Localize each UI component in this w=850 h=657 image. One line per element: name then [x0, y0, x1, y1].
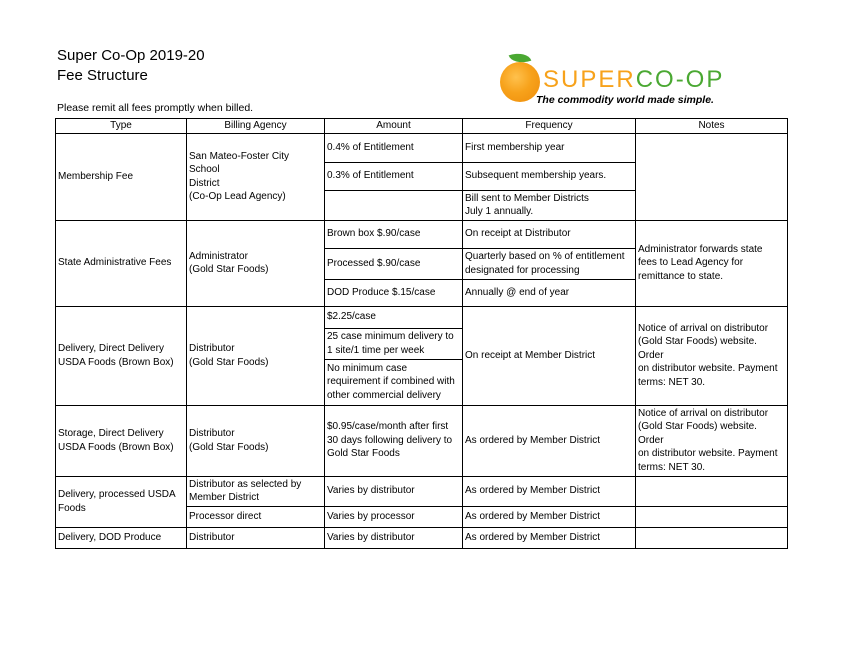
amount-cell: 0.3% of Entitlement	[325, 162, 463, 190]
notes-line: fees to Lead Agency for	[638, 257, 744, 269]
orange-icon	[500, 62, 540, 102]
notes-line: (Gold Star Foods) website. Order	[638, 421, 757, 446]
type-line: USDA Foods (Brown Box)	[58, 441, 174, 453]
notes-line: on distributor website. Payment	[638, 448, 778, 460]
type-cell	[56, 306, 187, 405]
amount-line: other commercial delivery	[327, 389, 441, 401]
notes-cell	[636, 506, 788, 527]
table-row	[56, 133, 788, 162]
column-header-billing-agency: Billing Agency	[187, 119, 325, 134]
agency-line: Distributor	[189, 343, 235, 354]
logo-wordmark-super: SUPER	[543, 66, 636, 93]
billing-agency-cell	[187, 220, 325, 306]
frequency-cell: First membership year	[463, 133, 636, 162]
notes-line: terms: NET 30.	[638, 461, 706, 473]
amount-line: No minimum case	[327, 362, 408, 374]
agency-line: San Mateo-Foster City School	[189, 150, 290, 175]
amount-cell	[325, 190, 463, 220]
agency-line: (Gold Star Foods)	[189, 264, 269, 275]
notes-cell	[636, 220, 788, 306]
frequency-line: Bill sent to Member Districts	[465, 192, 589, 204]
amount-cell	[325, 405, 463, 476]
type-cell: State Administrative Fees	[56, 220, 187, 306]
fee-table	[55, 118, 788, 549]
billing-agency-cell: Distributor	[187, 527, 325, 548]
notes-line: Notice of arrival on distributor	[638, 322, 769, 334]
table-row	[56, 220, 788, 248]
column-header-type: Type	[56, 119, 187, 134]
amount-cell: $2.25/case	[325, 306, 463, 328]
type-line: Storage, Direct Delivery	[58, 428, 164, 439]
logo-wordmark	[543, 67, 724, 93]
column-header-notes: Notes	[636, 119, 788, 134]
amount-cell: Processed $.90/case	[325, 248, 463, 279]
amount-cell: Varies by processor	[325, 506, 463, 527]
notes-cell	[636, 476, 788, 506]
table-row	[56, 527, 788, 548]
amount-line: 1 site/1 time per week	[327, 344, 425, 356]
type-line: Delivery, processed USDA	[58, 489, 176, 500]
notes-line: (Gold Star Foods) website. Order	[638, 336, 757, 361]
type-cell	[56, 476, 187, 527]
document-title: Super Co-Op 2019-20	[57, 47, 205, 64]
notes-cell	[636, 405, 788, 476]
frequency-cell: As ordered by Member District	[463, 506, 636, 527]
frequency-line: July 1 annually.	[465, 206, 534, 217]
frequency-line: designated for processing	[465, 264, 580, 276]
notes-line: remittance to state.	[638, 270, 724, 282]
frequency-cell: On receipt at Distributor	[463, 220, 636, 248]
amount-cell	[325, 328, 463, 359]
notes-cell	[636, 527, 788, 548]
frequency-cell	[463, 248, 636, 279]
notes-line: terms: NET 30.	[638, 376, 706, 388]
logo-wordmark-coop: CO-OP	[635, 66, 725, 93]
frequency-cell: Subsequent membership years.	[463, 162, 636, 190]
agency-line: (Gold Star Foods)	[189, 441, 269, 453]
agency-line: Administrator	[189, 250, 248, 262]
type-line: USDA Foods (Brown Box)	[58, 356, 174, 368]
frequency-cell: As ordered by Member District	[463, 405, 636, 476]
amount-line: Gold Star Foods	[327, 448, 400, 460]
notes-line: Notice of arrival on distributor	[638, 407, 769, 419]
amount-cell	[325, 359, 463, 405]
frequency-cell: As ordered by Member District	[463, 527, 636, 548]
super-coop-logo	[498, 50, 758, 110]
notes-cell	[636, 133, 788, 220]
column-header-amount: Amount	[325, 119, 463, 134]
type-line: Delivery, Direct Delivery	[58, 343, 164, 354]
billing-agency-cell	[187, 405, 325, 476]
frequency-cell	[463, 190, 636, 220]
notes-line: Administrator forwards state	[638, 243, 763, 255]
billing-agency-cell	[187, 133, 325, 220]
logo-tagline: The commodity world made simple.	[536, 94, 714, 106]
column-header-frequency: Frequency	[463, 119, 636, 134]
type-line: Foods	[58, 502, 86, 514]
amount-cell: Brown box $.90/case	[325, 220, 463, 248]
frequency-cell: On receipt at Member District	[463, 306, 636, 405]
remit-note: Please remit all fees promptly when billed.	[57, 102, 254, 114]
table-row	[56, 476, 788, 506]
amount-line: 30 days following delivery to	[327, 434, 453, 446]
agency-line: Distributor as selected by	[189, 478, 302, 490]
frequency-cell: As ordered by Member District	[463, 476, 636, 506]
amount-line: 25 case minimum delivery to	[327, 331, 454, 342]
table-row	[56, 306, 788, 328]
type-cell: Membership Fee	[56, 133, 187, 220]
billing-agency-cell	[187, 306, 325, 405]
table-row	[56, 405, 788, 476]
agency-line: Distributor	[189, 428, 235, 439]
document-title-block	[57, 46, 205, 86]
table-header-row	[56, 119, 788, 134]
billing-agency-cell: Processor direct	[187, 506, 325, 527]
agency-line: (Gold Star Foods)	[189, 356, 269, 368]
notes-cell	[636, 306, 788, 405]
agency-line: (Co-Op Lead Agency)	[189, 191, 286, 202]
agency-line: Member District	[189, 492, 260, 503]
billing-agency-cell	[187, 476, 325, 506]
amount-line: $0.95/case/month after first	[327, 421, 449, 433]
notes-line: on distributor website. Payment	[638, 363, 778, 375]
amount-cell: Varies by distributor	[325, 476, 463, 506]
agency-line: District	[189, 177, 220, 189]
frequency-line: Quarterly based on % of entitlement	[465, 251, 625, 262]
amount-line: requirement if combined with	[327, 376, 455, 388]
frequency-cell: Annually @ end of year	[463, 279, 636, 306]
type-cell	[56, 405, 187, 476]
amount-cell: Varies by distributor	[325, 527, 463, 548]
amount-cell: DOD Produce $.15/case	[325, 279, 463, 306]
type-cell: Delivery, DOD Produce	[56, 527, 187, 548]
amount-cell: 0.4% of Entitlement	[325, 133, 463, 162]
document-subtitle: Fee Structure	[57, 67, 148, 84]
